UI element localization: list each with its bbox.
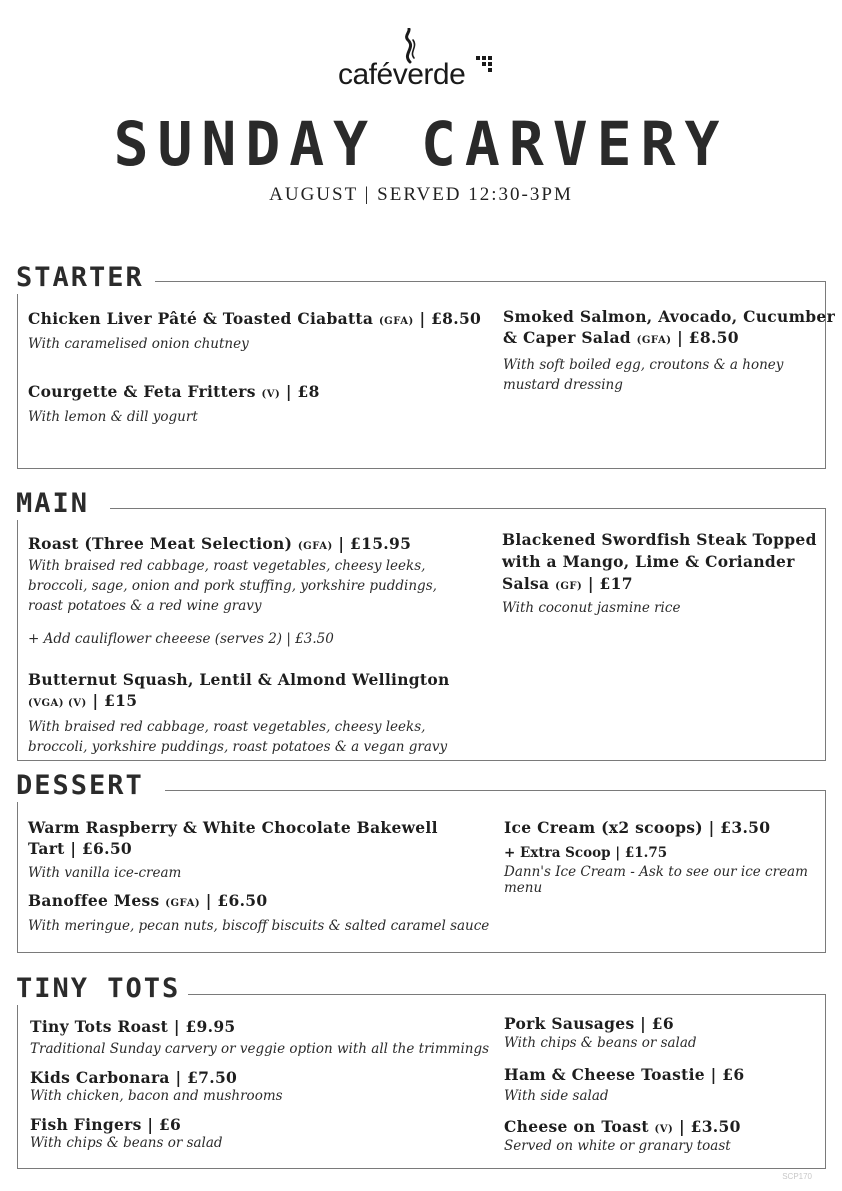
menu-item-desc: Traditional Sunday carvery or veggie option with all the trimmings	[30, 1041, 490, 1057]
menu-item-desc: With lemon & dill yogurt	[28, 409, 198, 425]
page-subtitle: AUGUST | SERVED 12:30-3PM	[269, 184, 573, 205]
page-title: SUNDAY CARVERY	[113, 108, 729, 180]
menu-item-name: Courgette & Feta Fritters (V) | £8	[28, 382, 320, 401]
menu-item-desc: With braised red cabbage, roast vegetables, cheesy leeks, broccoli, sage, onion and pork stuffing, yorkshire puddings, roast potatoes & a red wine gravy	[28, 558, 437, 614]
menu-item-desc: With chips & beans or salad	[30, 1135, 223, 1151]
menu-item-name: Chicken Liver Pâté & Toasted Ciabatta (GFA) | £8.50	[28, 309, 482, 328]
brand-name: caféverde	[338, 58, 466, 91]
menu-item-desc: With meringue, pecan nuts, biscoff biscuits & salted caramel sauce	[28, 918, 490, 934]
menu-item-desc: With soft boiled egg, croutons & a honey mustard dressing	[503, 357, 784, 393]
menu-item-desc: Served on white or granary toast	[504, 1138, 731, 1154]
menu-item-desc: With chips & beans or salad	[504, 1035, 697, 1051]
menu-item-desc: With coconut jasmine rice	[502, 600, 681, 616]
menu-item-name: Ham & Cheese Toastie | £6	[504, 1065, 745, 1084]
menu-item-name: Cheese on Toast (V) | £3.50	[504, 1117, 741, 1136]
menu-item-name: Fish Fingers | £6	[30, 1115, 182, 1134]
menu-item-desc: With caramelised onion chutney	[28, 336, 249, 352]
menu-item-desc: With vanilla ice-cream	[28, 865, 182, 881]
cafe-verde-logo	[336, 28, 496, 92]
starter-heading: STARTER	[16, 262, 152, 294]
menu-item-name: Tiny Tots Roast | £9.95	[30, 1017, 236, 1036]
menu-item-name: Roast (Three Meat Selection) (GFA) | £15.95	[28, 534, 412, 553]
menu-item-name: Ice Cream (x2 scoops) | £3.50	[504, 818, 771, 837]
menu-item-desc: With chicken, bacon and mushrooms	[30, 1088, 283, 1104]
menu-item-desc: Dann's Ice Cream - Ask to see our ice cream menu	[504, 864, 808, 896]
main-heading: MAIN	[16, 488, 97, 520]
menu-item-name: Pork Sausages | £6	[504, 1014, 674, 1033]
menu-item-name: Banoffee Mess (GFA) | £6.50	[28, 891, 268, 910]
menu-item-name: Blackened Swordfish Steak Topped with a Mango, Lime & Coriander Salsa (GF) | £17	[502, 530, 817, 593]
menu-item-addon: + Add cauliflower cheeese (serves 2) | £3.50	[28, 631, 334, 647]
menu-item-desc: With side salad	[504, 1088, 609, 1104]
dessert-heading: DESSERT	[16, 770, 152, 802]
footer-code: SCP170	[782, 1172, 812, 1181]
logo-grid-mark-icon	[476, 56, 492, 72]
tiny-tots-heading: TINY TOTS	[16, 973, 188, 1005]
menu-item-name: Warm Raspberry & White Chocolate Bakewell Tart | £6.50	[28, 818, 438, 858]
menu-item-name: Smoked Salmon, Avocado, Cucumber & Caper Salad (GFA) | £8.50	[503, 307, 836, 347]
menu-item-extra: + Extra Scoop | £1.75	[504, 845, 668, 861]
menu-item-name: Butternut Squash, Lentil & Almond Wellington (VGA) (V) | £15	[28, 670, 450, 710]
menu-item-name: Kids Carbonara | £7.50	[30, 1068, 238, 1087]
menu-item-desc: With braised red cabbage, roast vegetables, cheesy leeks, broccoli, yorkshire puddings, roast potatoes & a vegan gravy	[28, 719, 448, 755]
